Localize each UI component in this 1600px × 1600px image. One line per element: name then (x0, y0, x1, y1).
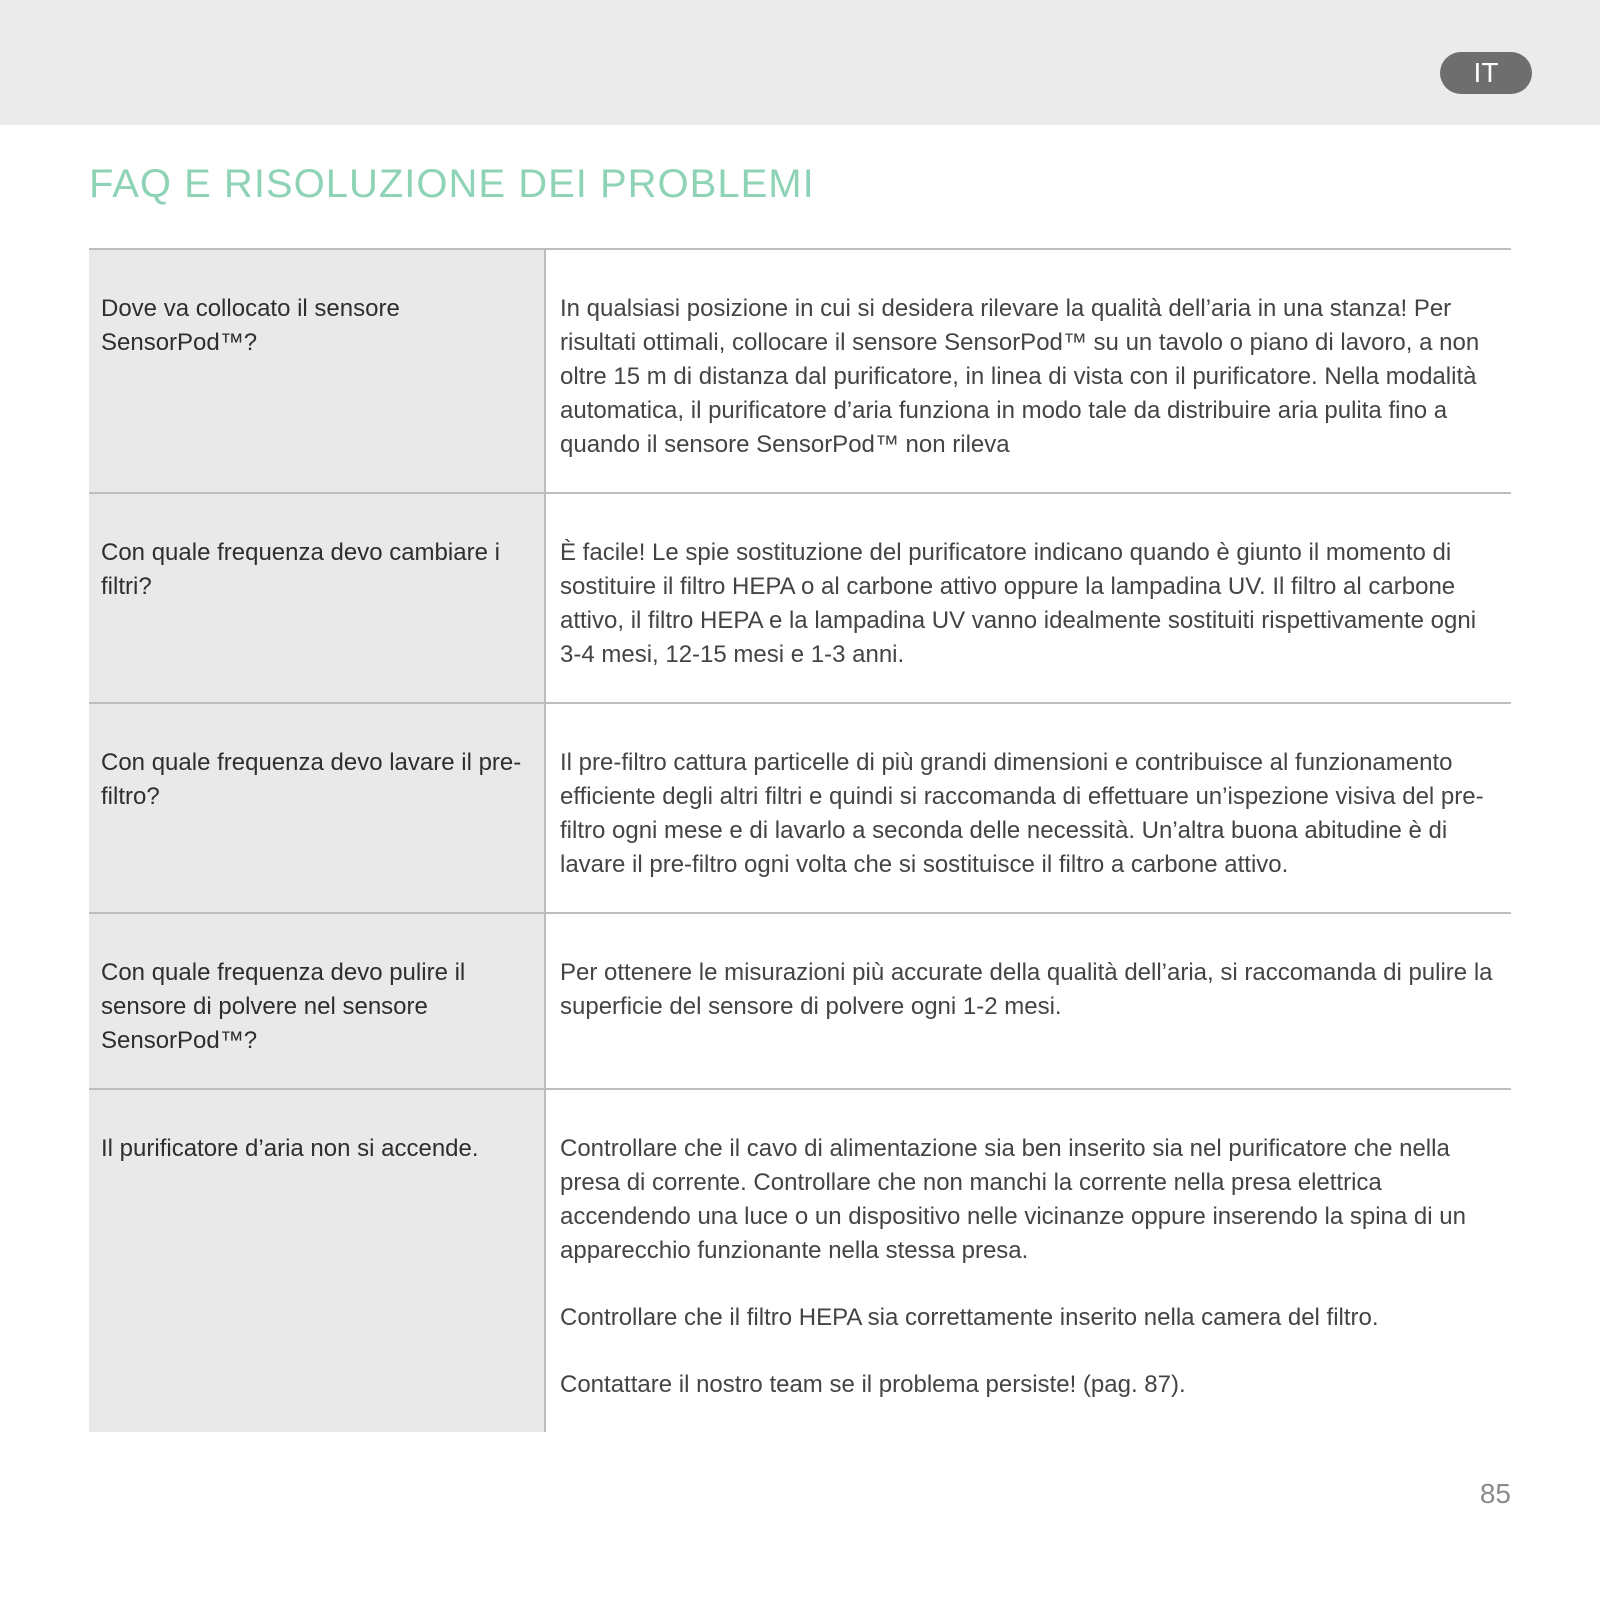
header-band (0, 0, 1600, 125)
faq-answer (546, 704, 1511, 912)
faq-question: Con quale frequenza devo lavare il pre-filtro? (89, 704, 546, 912)
faq-answer (546, 494, 1511, 702)
faq-row (89, 494, 1511, 704)
faq-answer (546, 250, 1511, 492)
answer-paragraph: È facile! Le spie sostituzione del purificatore indicano quando è giunto il momento di sostituire il filtro HEPA o al carbone attivo oppure la lampadina UV. Il filtro al carbone attivo, il filtro HEPA e la lampadina UV vanno idealmente sostituiti rispettivamente ogni 3-4 mesi, 12-15 mesi e 1-3 anni. (560, 539, 1477, 668)
language-badge: IT (1440, 52, 1532, 94)
faq-answer (546, 914, 1511, 1088)
faq-row (89, 1090, 1511, 1432)
answer-paragraph: Contattare il nostro team se il problema persiste! (pag. 87). (560, 1371, 1186, 1398)
page-number: 85 (1479, 1478, 1511, 1509)
faq-question: Dove va collocato il sensore SensorPod™? (89, 250, 546, 492)
faq-question: Il purificatore d’aria non si accende. (89, 1090, 546, 1432)
answer-paragraph: In qualsiasi posizione in cui si desidera rilevare la qualità dell’aria in una stanza! Per risultati ottimali, collocare il sensore SensorPod™ su un tavolo o piano di lavoro, a non oltre 15 m di distanza dal purificatore, in linea di vista con il purificatore. Nella modalità automatica, il purificatore d’aria funziona in modo tale da distribuire aria pulita fino a quando il sensore SensorPod™ non rileva (560, 295, 1480, 458)
faq-row (89, 704, 1511, 914)
faq-answer (546, 1090, 1511, 1432)
answer-paragraph: Il pre-filtro cattura particelle di più grandi dimensioni e contribuisce al funzionamento efficiente degli altri filtri e quindi si raccomanda di effettuare un’ispezione visiva del pre-filtro ogni mese e di lavarlo a seconda delle necessità. Un’altra buona abitudine è di lavare il pre-filtro ogni volta che si sostituisce il filtro a carbone attivo. (560, 749, 1484, 878)
answer-paragraph: Per ottenere le misurazioni più accurate della qualità dell’aria, si raccomanda di pulire la superficie del sensore di polvere ogni 1-2 mesi. (560, 959, 1493, 1020)
faq-question: Con quale frequenza devo cambiare i filtri? (89, 494, 546, 702)
faq-question: Con quale frequenza devo pulire il sensore di polvere nel sensore SensorPod™? (89, 914, 546, 1088)
page-title: FAQ E RISOLUZIONE DEI PROBLEMI (89, 162, 815, 206)
faq-row (89, 914, 1511, 1090)
faq-row (89, 250, 1511, 494)
answer-paragraph: Controllare che il cavo di alimentazione sia ben inserito sia nel purificatore che nella presa di corrente. Controllare che non manchi la corrente nella presa elettrica accendendo una luce o un dispositivo nelle vicinanze oppure inserendo la spina di un apparecchio funzionante nella stessa presa. (560, 1135, 1466, 1264)
faq-table (89, 248, 1511, 1432)
answer-paragraph: Controllare che il filtro HEPA sia correttamente inserito nella camera del filtro. (560, 1304, 1379, 1331)
